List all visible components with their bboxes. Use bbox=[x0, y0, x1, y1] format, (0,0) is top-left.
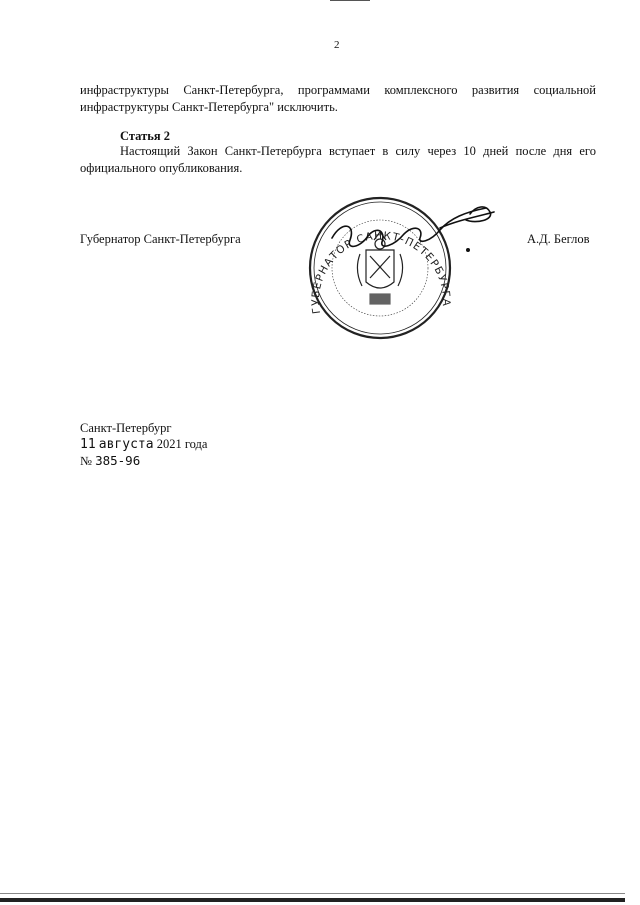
bottom-rule bbox=[0, 898, 625, 902]
date-year: 2021 года bbox=[156, 437, 208, 451]
official-seal bbox=[290, 190, 500, 350]
bottom-rule-thin bbox=[0, 893, 625, 894]
top-rule bbox=[330, 0, 370, 1]
number-prefix: № bbox=[80, 454, 92, 468]
page-number: 2 bbox=[334, 39, 340, 51]
signer-name: А.Д. Беглов bbox=[527, 232, 590, 246]
number-value: 385-96 bbox=[95, 453, 141, 468]
governor-title: Губернатор Санкт-Петербурга bbox=[80, 232, 241, 246]
paragraph-2: Настоящий Закон Санкт-Петербурга вступает в силу через 10 дней после дня его официального опубликования. bbox=[80, 144, 596, 175]
date-month: августа bbox=[98, 437, 154, 452]
seal-text: ГУБЕРНАТОР САНКТ-ПЕТЕРБУРГА bbox=[309, 229, 453, 315]
date-day: 11 bbox=[80, 437, 96, 452]
signing-date bbox=[80, 437, 207, 452]
paragraph-1: инфраструктуры Санкт-Петербурга, программами комплексного развития социальной инфраструктуры Санкт-Петербурга" исключить. bbox=[80, 83, 596, 114]
signing-city: Санкт-Петербург bbox=[80, 421, 172, 435]
article-title: Статья 2 bbox=[120, 129, 170, 143]
law-number bbox=[80, 453, 140, 469]
